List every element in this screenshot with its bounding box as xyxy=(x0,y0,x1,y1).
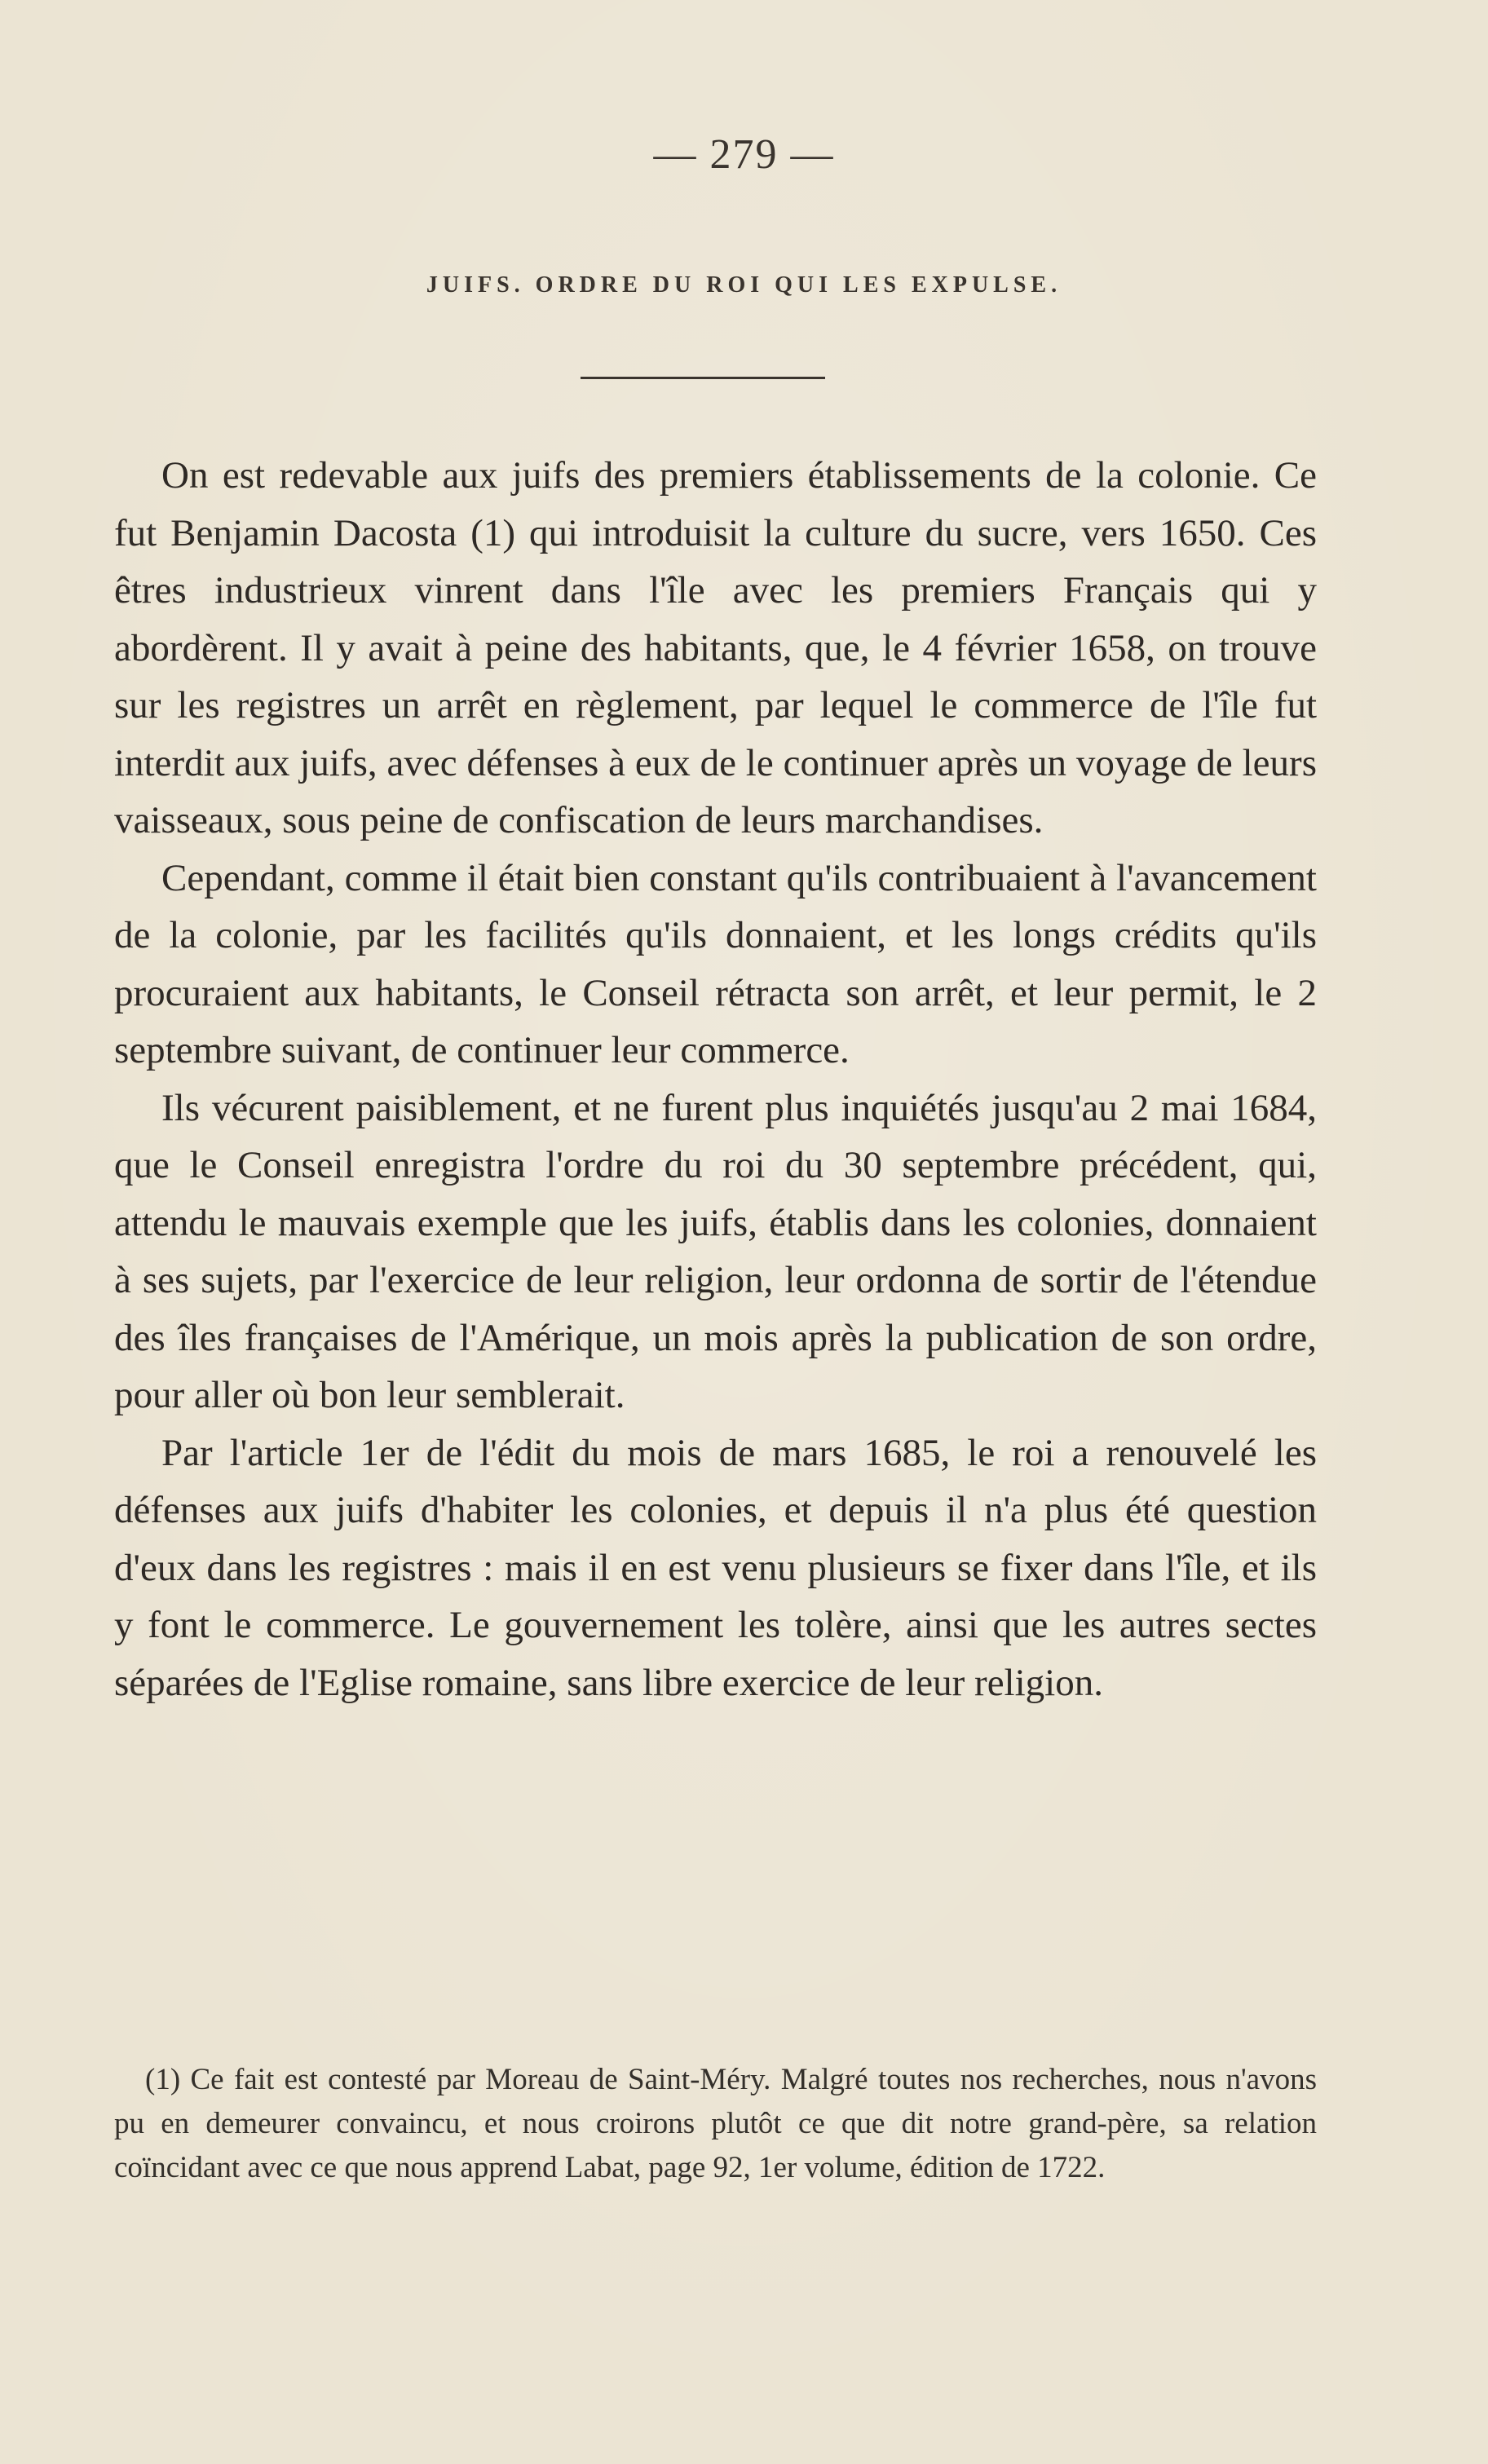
paragraph: On est redevable aux juifs des premiers établissements de la colonie. Ce fut Benjamin Dacosta (1) qui introduisit la culture du sucre, vers 1650. Ces êtres industrieux vinrent dans l'île avec les premiers Français qui y abordèrent. Il y avait à peine des habitants, que, le 4 février 1658, on trouve sur les registres un arrêt en règlement, par lequel le commerce de l'île fut interdit aux juifs, avec défenses à eux de le continuer après un voyage de leurs vaisseaux, sous peine de confiscation de leurs marchandises. xyxy=(114,454,1317,841)
heading-rule xyxy=(581,377,825,379)
paragraph: Par l'article 1er de l'édit du mois de mars 1685, le roi a renouvelé les défenses aux juifs d'habiter les colonies, et depuis il n'a plus été question d'eux dans les registres : mais il en est venu plusieurs se fixer dans l'île, et ils y font le commerce. Le gouvernement les tolère, ainsi que les autres sectes séparées de l'Eglise romaine, sans libre exercice de leur religion. xyxy=(114,1431,1317,1704)
page-number: — 279 — xyxy=(653,131,835,178)
footnote: (1) Ce fait est contesté par Moreau de Saint-Méry. Malgré toutes nos recherches, nous n'avons pu en demeurer convaincu, et nous croirons plutôt ce que dit notre grand-père, sa relation coïncidant avec ce que nous apprend Labat, page 92, 1er volume, édition de 1722. xyxy=(114,2063,1317,2184)
body-text xyxy=(114,447,1317,1711)
paragraph: Cependant, comme il était bien constant qu'ils contribuaient à l'avancement de la colonie, par les facilités qu'ils donnaient, et les longs crédits qu'ils procuraient aux habitants, le Conseil rétracta son arrêt, et leur permit, le 2 septembre suivant, de continuer leur commerce. xyxy=(114,856,1317,1071)
section-heading: JUIFS. ORDRE DU ROI QUI LES EXPULSE. xyxy=(426,272,1062,298)
paragraph: Ils vécurent paisiblement, et ne furent plus inquiétés jusqu'au 2 mai 1684, que le Conseil enregistra l'ordre du roi du 30 septembre précédent, qui, attendu le mauvais exemple que les juifs, établis dans les colonies, donnaient à ses sujets, par l'exercice de leur religion, leur ordonna de sortir de l'étendue des îles françaises de l'Amérique, un mois après la publication de son ordre, pour aller où bon leur semblerait. xyxy=(114,1086,1317,1416)
